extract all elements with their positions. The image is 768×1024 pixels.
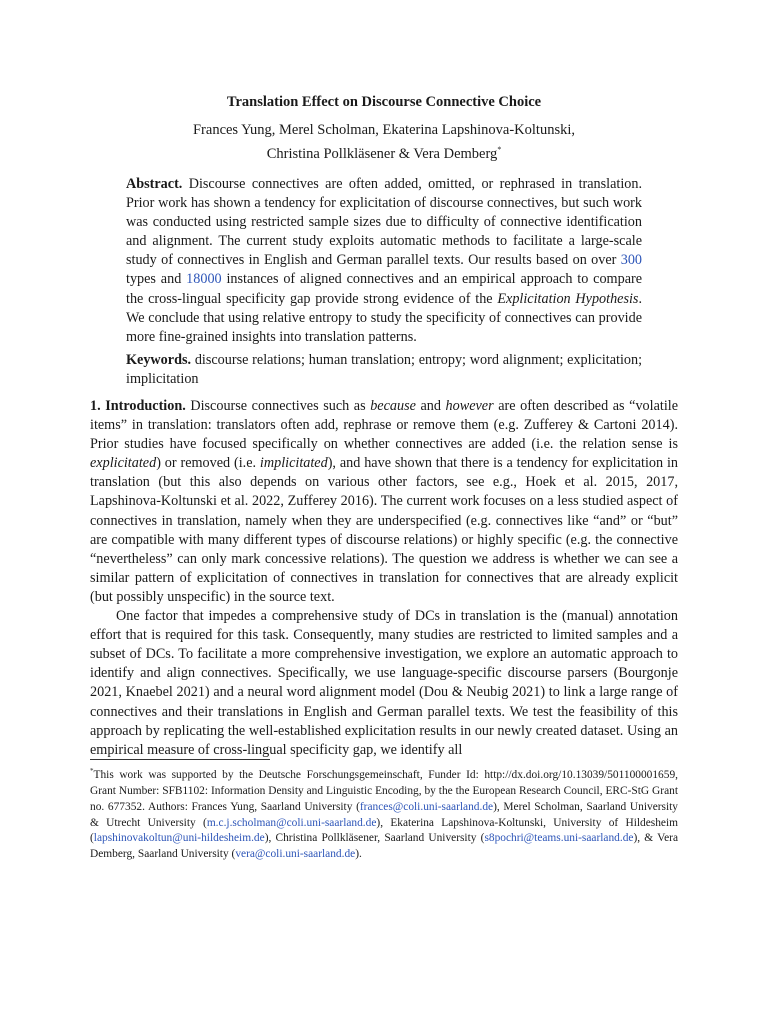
keywords-text: discourse relations; human translation; entropy; word alignment; explicitation; implicitation [126,351,643,387]
abstract-num-types: 300 [620,252,643,269]
abstract-text-a: Discourse connectives are often added, omitted, or rephrased in translation. Prior work has shown a tendency for explicitation of discourse connectives, but such work was conducted using restricted sample sizes due to difficulty of connective identification and alignment. The current study exploits automatic methods to facilitate a large-scale study of connectives in English and German parallel texts. Our results based on over [126,176,642,269]
keywords-label: Keywords. [126,351,192,368]
footnote-rule [90,759,270,760]
abstract-hypothesis: Explicitation Hypothesis [497,290,639,307]
authors-line-2-text: Christina Pollkläsener & Vera Demberg [266,145,498,162]
section-heading: 1. Introduction. [90,398,186,414]
authors-line-1: Frances Yung, Merel Scholman, Ekaterina Lapshinova-Koltunski, [192,122,575,138]
term-because: because [370,398,416,414]
intro-p1-a: Discourse connectives such as [190,398,366,414]
email-link-scholman[interactable]: m.c.j.scholman@coli.uni-saarland.de [206,816,377,829]
keywords-paragraph [126,351,642,389]
email-link-yung[interactable]: frances@coli.uni-saarland.de [359,800,494,813]
intro-p1-and: and [420,398,441,414]
footnote-text-b: ), Merel Scholman, Saarland University & Utrecht University ( [90,800,678,829]
intro-paragraph-1 [90,397,678,607]
intro-p1-b: are often described as “volatile items” in translation: translators often add, rephrase or remove them (e.g. Zufferey & Cartoni 2014). Prior studies have focused specifically on whether connectives are added (i.e. the relation sense is [90,398,679,453]
author-list [0,120,768,164]
author-footnote-mark: * [497,145,502,154]
abstract-text-c: instances of aligned connectives and an empirical approach to compare the cross-lingual specificity gap provide strong evidence of the [126,271,643,307]
abstract-paragraph [126,175,642,347]
authors-line-2 [0,140,768,164]
paper-title: Translation Effect on Discourse Connective Choice [226,94,542,110]
intro-p1-d: ), and have shown that there is a tendency for explicitation in translation (but this also depends on various other factors, see e.g., Hoek et al. 2015, 2017, Lapshinova-Koltunski et al. 2022, Zufferey 2016). The current work focuses on a less studied aspect of connectives in translation, namely when they are underspecified (e.g. connectives like “and” or “but” are compatible with many different types of discourse relations) or highly specific (e.g. the connective “nevertheless” can only mark concessive relations). The question we address is whether we can see a similar pattern of explicitation of connectives in translation for connectives that are already explicit (but possibly unspecific) in the source text. [90,455,678,605]
footnote-text-e: ), & Vera Demberg, Saarland University ( [90,832,678,861]
email-link-pollklaesener[interactable]: s8pochri@teams.uni-saarland.de [484,832,634,845]
abstract-text-d: . We conclude that using relative entropy to study the specificity of connectives can provide more fine-grained insights into translation patterns. [126,290,642,345]
footnote-text-c: ), Ekaterina Lapshinova-Koltunski, University of Hildesheim ( [90,816,678,845]
abstract-text-b: types and [126,271,182,288]
footnote [90,764,678,863]
intro-paragraph-2: One factor that impedes a comprehensive study of DCs in translation is the (manual) annotation effort that is required for this task. Consequently, many studies are restricted to limited samples and a subset of DCs. To facilitate a more comprehensive investigation, we explore an automatic approach to identify and align connectives. Specifically, we use language-specific discourse parsers (Bourgonje 2021, Knaebel 2021) and a neural word alignment model (Dou & Neubig 2021) to link a large range of connectives and their translations in English and German parallel texts. We test the feasibility of this approach by replicating the well-established explicitation results in our newly created dataset. Using an empirical measure of cross-lingual specificity gap, we identify all [90,608,678,758]
footnote-text-f: ). [355,848,362,861]
footnote-mark: * [90,767,94,775]
footnote-text-a: This work was supported by the Deutsche Forschungsgemeinschaft, Funder Id: http://dx.doi.org/10.13039/501100001659, Grant Number: SFB1102: Information Density and Linguistic Encoding, by the the European Research Council, ERC-StG Grant no. 677352. Authors: Frances Yung, Saarland University ( [90,768,678,813]
term-implicitated: implicitated [259,455,328,472]
abstract [126,175,642,389]
email-link-lapshinova[interactable]: lapshinovakoltun@uni-hildesheim.de [93,832,265,845]
abstract-num-instances: 18000 [186,271,222,288]
introduction-section [90,397,678,760]
term-explicitated: explicitated [90,455,157,472]
intro-p1-c: ) or removed (i.e. [156,455,257,472]
footnote-text-d: ), Christina Pollkläsener, Saarland University ( [264,832,485,845]
term-however: however [445,398,494,414]
abstract-label: Abstract. [126,176,183,192]
email-link-demberg[interactable]: vera@coli.uni-saarland.de [235,848,356,861]
